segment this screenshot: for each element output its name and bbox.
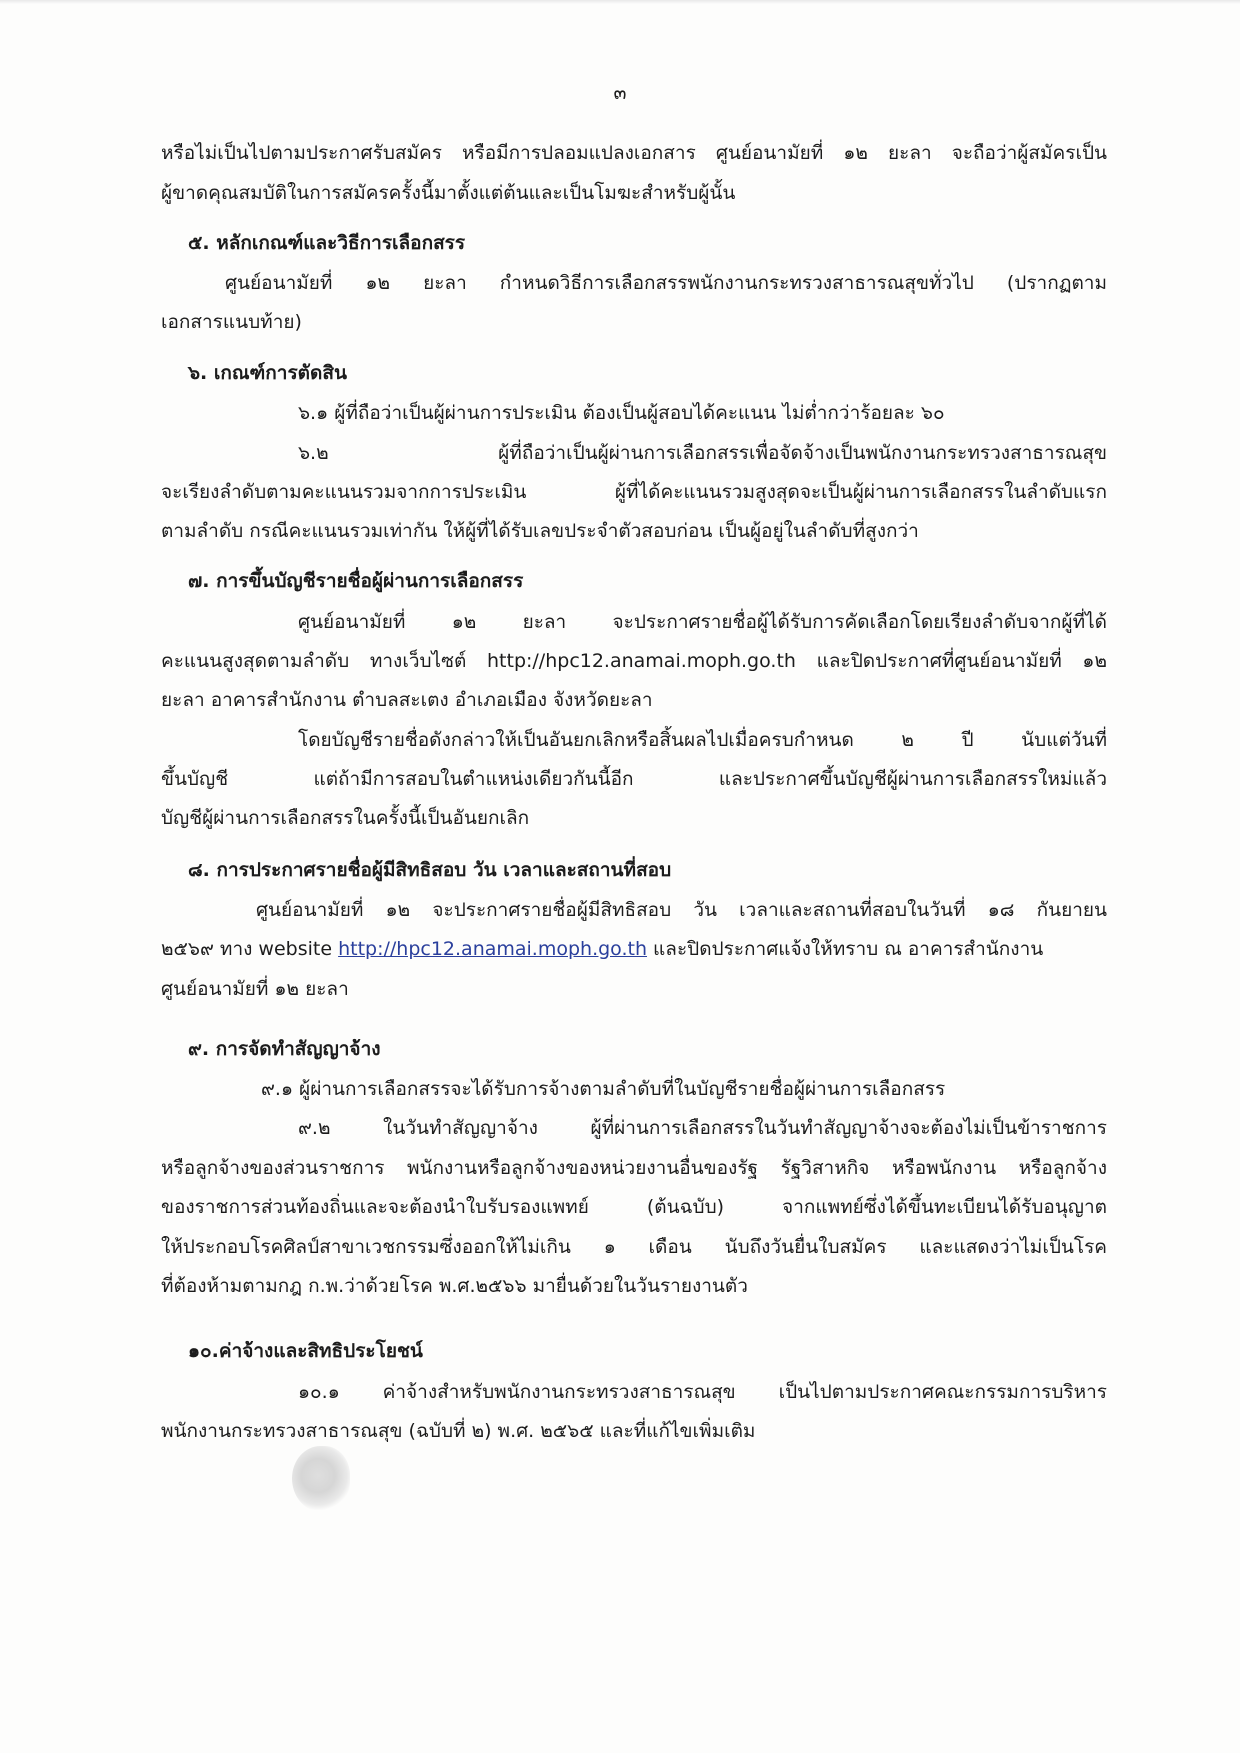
body-line: ๑๐.๑ ค่าจ้างสำหรับพนักงานกระทรวงสาธารณสุข เป็นไปตามประกาศคณะกรรมการบริหาร <box>298 1381 1107 1403</box>
body-line: ผู้ขาดคุณสมบัติในการสมัครครั้งนี้มาตั้งแต่ต้นและเป็นโมฆะสำหรับผู้นั้น <box>161 182 736 204</box>
page-number: ๓ <box>613 82 627 104</box>
section-heading-5: ๕. หลักเกณฑ์และวิธีการเลือกสรร <box>188 232 466 254</box>
body-line: ๙.๒ ในวันทำสัญญาจ้าง ผู้ที่ผ่านการเลือกสรรในวันทำสัญญาจ้างจะต้องไม่เป็นข้าราชการ <box>298 1117 1107 1139</box>
official-stamp-mark <box>292 1446 350 1512</box>
body-line: ที่ต้องห้ามตามกฎ ก.พ.ว่าด้วยโรค พ.ศ.๒๕๖๖ มายื่นด้วยในวันรายงานตัว <box>161 1275 748 1297</box>
body-line: เอกสารแนบท้าย) <box>161 311 302 333</box>
body-line: พนักงานกระทรวงสาธารณสุข (ฉบับที่ ๒) พ.ศ. ๒๕๖๕ และที่แก้ไขเพิ่มเติม <box>161 1420 756 1442</box>
body-line: หรือลูกจ้างของส่วนราชการ พนักงานหรือลูกจ้างของหน่วยงานอื่นของรัฐ รัฐวิสาหกิจ หรือพนักงาน หรือลูกจ้าง <box>161 1157 1107 1179</box>
body-line: ขึ้นบัญชี แต่ถ้ามีการสอบในตำแหน่งเดียวกันนี้อีก และประกาศขึ้นบัญชีผู้ผ่านการเลือกสรรใหม่แล้ว <box>161 768 1107 790</box>
body-line: หรือไม่เป็นไปตามประกาศรับสมัคร หรือมีการปลอมแปลงเอกสาร ศูนย์อนามัยที่ ๑๒ ยะลา จะถือว่าผู้สมัครเป็น <box>161 142 1107 164</box>
scan-edge <box>0 0 1240 4</box>
body-line: ศูนย์อนามัยที่ ๑๒ ยะลา <box>161 978 349 1000</box>
section-heading-9: ๙. การจัดทำสัญญาจ้าง <box>188 1038 381 1060</box>
website-link[interactable]: http://hpc12.anamai.moph.go.th <box>338 938 648 960</box>
body-text: ๒๕๖๙ ทาง website <box>161 938 339 960</box>
body-line: จะเรียงลำดับตามคะแนนรวมจากการประเมิน ผู้ที่ได้คะแนนรวมสูงสุดจะเป็นผู้ผ่านการเลือกสรรในลำดับแรก <box>161 481 1107 503</box>
section-heading-8: ๘. การประกาศรายชื่อผู้มีสิทธิสอบ วัน เวลาและสถานที่สอบ <box>188 859 672 881</box>
section-heading-7: ๗. การขึ้นบัญชีรายชื่อผู้ผ่านการเลือกสรร <box>188 570 524 592</box>
body-line: ของราชการส่วนท้องถิ่นและจะต้องนำใบรับรองแพทย์ (ต้นฉบับ) จากแพทย์ซึ่งได้ขึ้นทะเบียนได้รับอนุญาต <box>161 1196 1107 1218</box>
section-heading-6: ๖. เกณฑ์การตัดสิน <box>188 362 347 384</box>
body-line: ให้ประกอบโรคศิลป์สาขาเวชกรรมซึ่งออกให้ไม่เกิน ๑ เดือน นับถึงวันยื่นใบสมัคร และแสดงว่าไม่เป็นโรค <box>161 1236 1107 1258</box>
body-line: ศูนย์อนามัยที่ ๑๒ จะประกาศรายชื่อผู้มีสิทธิสอบ วัน เวลาและสถานที่สอบในวันที่ ๑๘ กันยายน <box>256 899 1107 921</box>
body-line: คะแนนสูงสุดตามลำดับ ทางเว็บไซต์ http://hpc12.anamai.moph.go.th และปิดประกาศที่ศูนย์อนามัยที่ ๑๒ <box>161 650 1107 672</box>
body-line-with-link <box>161 936 1043 962</box>
body-line: ตามลำดับ กรณีคะแนนรวมเท่ากัน ให้ผู้ที่ได้รับเลขประจำตัวสอบก่อน เป็นผู้อยู่ในลำดับที่สูงกว่า <box>161 520 919 542</box>
body-text: และปิดประกาศแจ้งให้ทราบ ณ อาคารสำนักงาน <box>647 938 1044 960</box>
body-line: โดยบัญชีรายชื่อดังกล่าวให้เป็นอันยกเลิกหรือสิ้นผลไปเมื่อครบกำหนด ๒ ปี นับแต่วันที่ <box>298 729 1107 751</box>
body-line: บัญชีผู้ผ่านการเลือกสรรในครั้งนี้เป็นอันยกเลิก <box>161 807 530 829</box>
section-heading-10: ๑๐.ค่าจ้างและสิทธิประโยชน์ <box>188 1340 423 1362</box>
body-line: ศูนย์อนามัยที่ ๑๒ ยะลา กำหนดวิธีการเลือกสรรพนักงานกระทรวงสาธารณสุขทั่วไป (ปรากฏตาม <box>225 272 1107 294</box>
body-line: ศูนย์อนามัยที่ ๑๒ ยะลา จะประกาศรายชื่อผู้ได้รับการคัดเลือกโดยเรียงลำดับจากผู้ที่ได้ <box>298 611 1107 633</box>
body-line: ๖.๑ ผู้ที่ถือว่าเป็นผู้ผ่านการประเมิน ต้องเป็นผู้สอบได้คะแนน ไม่ต่ำกว่าร้อยละ ๖๐ <box>298 402 945 424</box>
body-line: ๖.๒ ผู้ที่ถือว่าเป็นผู้ผ่านการเลือกสรรเพื่อจัดจ้างเป็นพนักงานกระทรวงสาธารณสุข <box>298 442 1107 464</box>
body-line: ยะลา อาคารสำนักงาน ตำบลสะเตง อำเภอเมือง จังหวัดยะลา <box>161 689 653 711</box>
body-line: ๙.๑ ผู้ผ่านการเลือกสรรจะได้รับการจ้างตามลำดับที่ในบัญชีรายชื่อผู้ผ่านการเลือกสรร <box>261 1078 946 1100</box>
